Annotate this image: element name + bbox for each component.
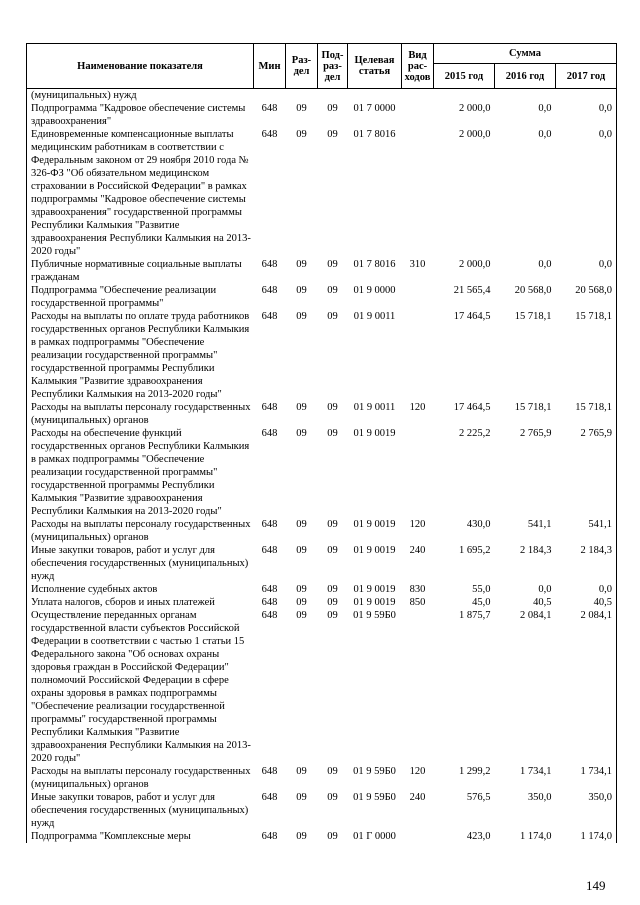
row-sum-2015: 423,0 xyxy=(466,831,491,842)
row-sum-2017: 20 568,0 xyxy=(575,285,612,296)
row-podrazdel: 09 xyxy=(327,597,338,608)
row-ministry: 648 xyxy=(261,610,278,621)
row-sum-2016: 541,1 xyxy=(527,519,552,530)
row-sum-2015: 45,0 xyxy=(472,597,491,608)
row-sum-2015 xyxy=(434,89,495,103)
row-sum-2015: 2 225,2 xyxy=(459,428,491,439)
table-row xyxy=(27,128,617,258)
row-expense-type: 850 xyxy=(409,597,426,608)
row-ministry xyxy=(254,89,286,103)
row-ministry: 648 xyxy=(261,311,278,322)
row-name: Расходы на выплаты персоналу государственных (муниципальных) органов xyxy=(31,766,251,790)
row-target-article: 01 9 0019 xyxy=(353,584,396,595)
row-name: Подпрограмма "Комплексные меры xyxy=(31,831,191,842)
row-target-article: 01 9 0019 xyxy=(353,519,396,530)
table-row xyxy=(27,596,617,609)
row-podrazdel: 09 xyxy=(327,831,338,842)
row-name: Расходы на выплаты персоналу государственных (муниципальных) органов xyxy=(31,402,251,426)
row-sum-2015: 2 000,0 xyxy=(459,129,491,140)
row-razdel: 09 xyxy=(296,792,307,803)
row-razdel: 09 xyxy=(296,584,307,595)
header-expense-type: Вид рас- ходов xyxy=(402,44,434,89)
header-year-2015: 2015 год xyxy=(434,64,495,89)
row-sum-2015: 17 464,5 xyxy=(453,311,491,322)
row-sum-2017: 15 718,1 xyxy=(575,402,612,413)
row-razdel: 09 xyxy=(296,285,307,296)
row-name: Осуществление переданных органам государственной власти субъектов Российской Федерации в соответствии с частью 1 статьи 15 Федерального закона "Об основах охраны здоровья граждан в Российской Федерации" полномочий Российской Федерации в сфере охраны здоровья в рамках подпрограммы "Обеспечение реализации государственной программы" государственной программы Республики Калмыкия "Развитие здравоохранения Республики Калмыкия на 2013-2020 годы" xyxy=(31,610,251,764)
row-sum-2017: 2 765,9 xyxy=(580,428,612,439)
row-name: Иные закупки товаров, работ и услуг для обеспечения государственных (муниципальных) нужд xyxy=(31,545,249,582)
row-sum-2017: 40,5 xyxy=(593,597,612,608)
row-podrazdel: 09 xyxy=(327,584,338,595)
row-sum-2015: 1 299,2 xyxy=(459,766,491,777)
row-ministry: 648 xyxy=(261,129,278,140)
row-name: Расходы на выплаты по оплате труда работников государственных органов Республики Калмыкия в рамках подпрограммы "Обеспечение реализации государственной программы" государственной программы Республики Калмыкия "Развитие здравоохранения Республики Калмыкия на 2013-2020 годы" xyxy=(31,311,250,400)
row-sum-2017 xyxy=(556,89,617,103)
table-row xyxy=(27,102,617,128)
row-target-article: 01 9 0019 xyxy=(353,597,396,608)
row-name: Иные закупки товаров, работ и услуг для обеспечения государственных (муниципальных) нужд xyxy=(31,792,249,829)
row-sum-2016: 20 568,0 xyxy=(514,285,552,296)
row-name: Единовременные компенсационные выплаты медицинским работникам в соответствии с Федеральным законом от 29 ноября 2010 года № 326-ФЗ "Об обязательном медицинском страховании в Российской Федерации" в рамках подпрограммы "Кадровое обеспечение системы здравоохранения" государственной программы Республики Калмыкия "Развитие здравоохранения Республики Калмыкия на 2013-2020 годы" xyxy=(31,129,251,257)
row-sum-2015: 576,5 xyxy=(466,792,491,803)
row-target-article: 01 9 0011 xyxy=(353,402,396,413)
table-row xyxy=(27,765,617,791)
header-min: Мин xyxy=(254,44,286,89)
row-name: Расходы на выплаты персоналу государственных (муниципальных) органов xyxy=(31,519,251,543)
row-podrazdel: 09 xyxy=(327,428,338,439)
row-sum-2017: 2 184,3 xyxy=(580,545,612,556)
row-ministry: 648 xyxy=(261,103,278,114)
row-target-article: 01 9 0011 xyxy=(353,311,396,322)
row-sum-2016: 1 174,0 xyxy=(520,831,552,842)
row-expense-type xyxy=(402,427,434,518)
row-sum-2016: 0,0 xyxy=(538,103,552,114)
row-sum-2016: 15 718,1 xyxy=(514,402,552,413)
row-sum-2016 xyxy=(495,89,556,103)
row-sum-2015: 2 000,0 xyxy=(459,259,491,270)
row-sum-2016: 1 734,1 xyxy=(520,766,552,777)
row-podrazdel: 09 xyxy=(327,103,338,114)
row-expense-type: 240 xyxy=(409,792,426,803)
row-sum-2015: 55,0 xyxy=(472,584,491,595)
row-target-article: 01 9 0019 xyxy=(353,545,396,556)
budget-table-container xyxy=(26,43,616,843)
row-razdel: 09 xyxy=(296,129,307,140)
row-sum-2017: 0,0 xyxy=(598,103,612,114)
table-row xyxy=(27,791,617,830)
row-target-article: 01 7 8016 xyxy=(353,259,396,270)
row-sum-2016: 0,0 xyxy=(538,584,552,595)
row-name: Расходы на обеспечение функций государственных органов Республики Калмыкия в рамках подпрограммы "Обеспечение реализации государственной программы" государственной программы Республики Калмыкия "Развитие здравоохранения Республики Калмыкия на 2013-2020 годы" xyxy=(31,428,250,517)
table-row xyxy=(27,830,617,843)
row-expense-type: 830 xyxy=(409,584,426,595)
row-target-article: 01 Г 0000 xyxy=(353,831,396,842)
header-sum: Сумма xyxy=(434,44,617,64)
row-target-article: 01 7 8016 xyxy=(353,129,396,140)
row-sum-2017: 2 084,1 xyxy=(580,610,612,621)
table-row xyxy=(27,427,617,518)
table-row xyxy=(27,284,617,310)
row-razdel: 09 xyxy=(296,311,307,322)
row-target-article: 01 9 0000 xyxy=(353,285,396,296)
row-sum-2017: 0,0 xyxy=(598,584,612,595)
row-sum-2016: 2 184,3 xyxy=(520,545,552,556)
row-sum-2016: 2 765,9 xyxy=(520,428,552,439)
row-razdel: 09 xyxy=(296,610,307,621)
header-year-2016: 2016 год xyxy=(495,64,556,89)
row-name: Подпрограмма "Кадровое обеспечение системы здравоохранения" xyxy=(31,103,246,127)
row-name: Публичные нормативные социальные выплаты гражданам xyxy=(31,259,242,283)
row-sum-2015: 21 565,4 xyxy=(453,285,491,296)
row-expense-type: 240 xyxy=(409,545,426,556)
row-expense-type xyxy=(402,89,434,103)
row-sum-2017: 1 734,1 xyxy=(580,766,612,777)
row-ministry: 648 xyxy=(261,597,278,608)
row-razdel: 09 xyxy=(296,259,307,270)
row-podrazdel: 09 xyxy=(327,766,338,777)
row-ministry: 648 xyxy=(261,792,278,803)
table-row xyxy=(27,518,617,544)
row-name: Исполнение судебных актов xyxy=(31,584,158,595)
row-podrazdel: 09 xyxy=(327,402,338,413)
row-sum-2016: 15 718,1 xyxy=(514,311,552,322)
row-sum-2015: 2 000,0 xyxy=(459,103,491,114)
row-ministry: 648 xyxy=(261,259,278,270)
table-row xyxy=(27,258,617,284)
row-podrazdel: 09 xyxy=(327,519,338,530)
row-target-article xyxy=(348,89,402,103)
row-podrazdel: 09 xyxy=(327,311,338,322)
row-target-article: 01 7 0000 xyxy=(353,103,396,114)
row-sum-2015: 430,0 xyxy=(466,519,491,530)
row-podrazdel xyxy=(318,89,348,103)
row-ministry: 648 xyxy=(261,545,278,556)
row-podrazdel: 09 xyxy=(327,285,338,296)
row-razdel: 09 xyxy=(296,545,307,556)
header-podrazdel: Под- раз- дел xyxy=(318,44,348,89)
row-target-article: 01 9 59Б0 xyxy=(353,610,396,621)
table-row xyxy=(27,401,617,427)
row-sum-2015: 17 464,5 xyxy=(453,402,491,413)
header-razdel: Раз- дел xyxy=(286,44,318,89)
row-sum-2016: 40,5 xyxy=(533,597,552,608)
row-expense-type xyxy=(402,609,434,765)
row-ministry: 648 xyxy=(261,831,278,842)
row-target-article: 01 9 0019 xyxy=(353,428,396,439)
row-sum-2016: 2 084,1 xyxy=(520,610,552,621)
header-year-2017: 2017 год xyxy=(556,64,617,89)
row-sum-2017: 350,0 xyxy=(588,792,612,803)
header-name: Наименование показателя xyxy=(27,44,254,89)
table-body xyxy=(27,89,617,844)
row-razdel: 09 xyxy=(296,103,307,114)
row-expense-type xyxy=(402,310,434,401)
row-sum-2015: 1 695,2 xyxy=(459,545,491,556)
row-expense-type xyxy=(402,830,434,843)
row-podrazdel: 09 xyxy=(327,792,338,803)
table-row xyxy=(27,89,617,103)
table-row xyxy=(27,609,617,765)
row-ministry: 648 xyxy=(261,584,278,595)
row-ministry: 648 xyxy=(261,428,278,439)
row-expense-type: 310 xyxy=(409,259,426,270)
row-razdel: 09 xyxy=(296,597,307,608)
row-ministry: 648 xyxy=(261,519,278,530)
row-razdel: 09 xyxy=(296,428,307,439)
row-name: Подпрограмма "Обеспечение реализации государственной программы" xyxy=(31,285,217,309)
row-sum-2016: 0,0 xyxy=(538,259,552,270)
row-sum-2017: 541,1 xyxy=(588,519,612,530)
row-sum-2017: 15 718,1 xyxy=(575,311,612,322)
row-expense-type xyxy=(402,284,434,310)
row-sum-2017: 0,0 xyxy=(598,129,612,140)
row-sum-2015: 1 875,7 xyxy=(459,610,491,621)
row-sum-2016: 0,0 xyxy=(538,129,552,140)
header-target-article: Целевая статья xyxy=(348,44,402,89)
row-podrazdel: 09 xyxy=(327,545,338,556)
budget-table xyxy=(26,43,617,843)
row-target-article: 01 9 59Б0 xyxy=(353,792,396,803)
row-podrazdel: 09 xyxy=(327,259,338,270)
row-sum-2017: 1 174,0 xyxy=(580,831,612,842)
row-expense-type: 120 xyxy=(409,402,426,413)
row-expense-type: 120 xyxy=(409,519,426,530)
row-name: Уплата налогов, сборов и иных платежей xyxy=(31,597,215,608)
row-ministry: 648 xyxy=(261,285,278,296)
row-razdel: 09 xyxy=(296,831,307,842)
row-name: (муниципальных) нужд xyxy=(31,90,137,101)
row-podrazdel: 09 xyxy=(327,129,338,140)
row-razdel: 09 xyxy=(296,519,307,530)
row-sum-2016: 350,0 xyxy=(527,792,552,803)
table-header xyxy=(27,44,617,89)
table-row xyxy=(27,583,617,596)
page-number: 149 xyxy=(586,878,606,893)
row-ministry: 648 xyxy=(261,402,278,413)
row-ministry: 648 xyxy=(261,766,278,777)
row-razdel: 09 xyxy=(296,402,307,413)
row-expense-type xyxy=(402,102,434,128)
row-expense-type: 120 xyxy=(409,766,426,777)
table-row xyxy=(27,544,617,583)
table-row xyxy=(27,310,617,401)
row-expense-type xyxy=(402,128,434,258)
row-razdel: 09 xyxy=(296,766,307,777)
row-razdel xyxy=(286,89,318,103)
row-podrazdel: 09 xyxy=(327,610,338,621)
row-target-article: 01 9 59Б0 xyxy=(353,766,396,777)
row-sum-2017: 0,0 xyxy=(598,259,612,270)
